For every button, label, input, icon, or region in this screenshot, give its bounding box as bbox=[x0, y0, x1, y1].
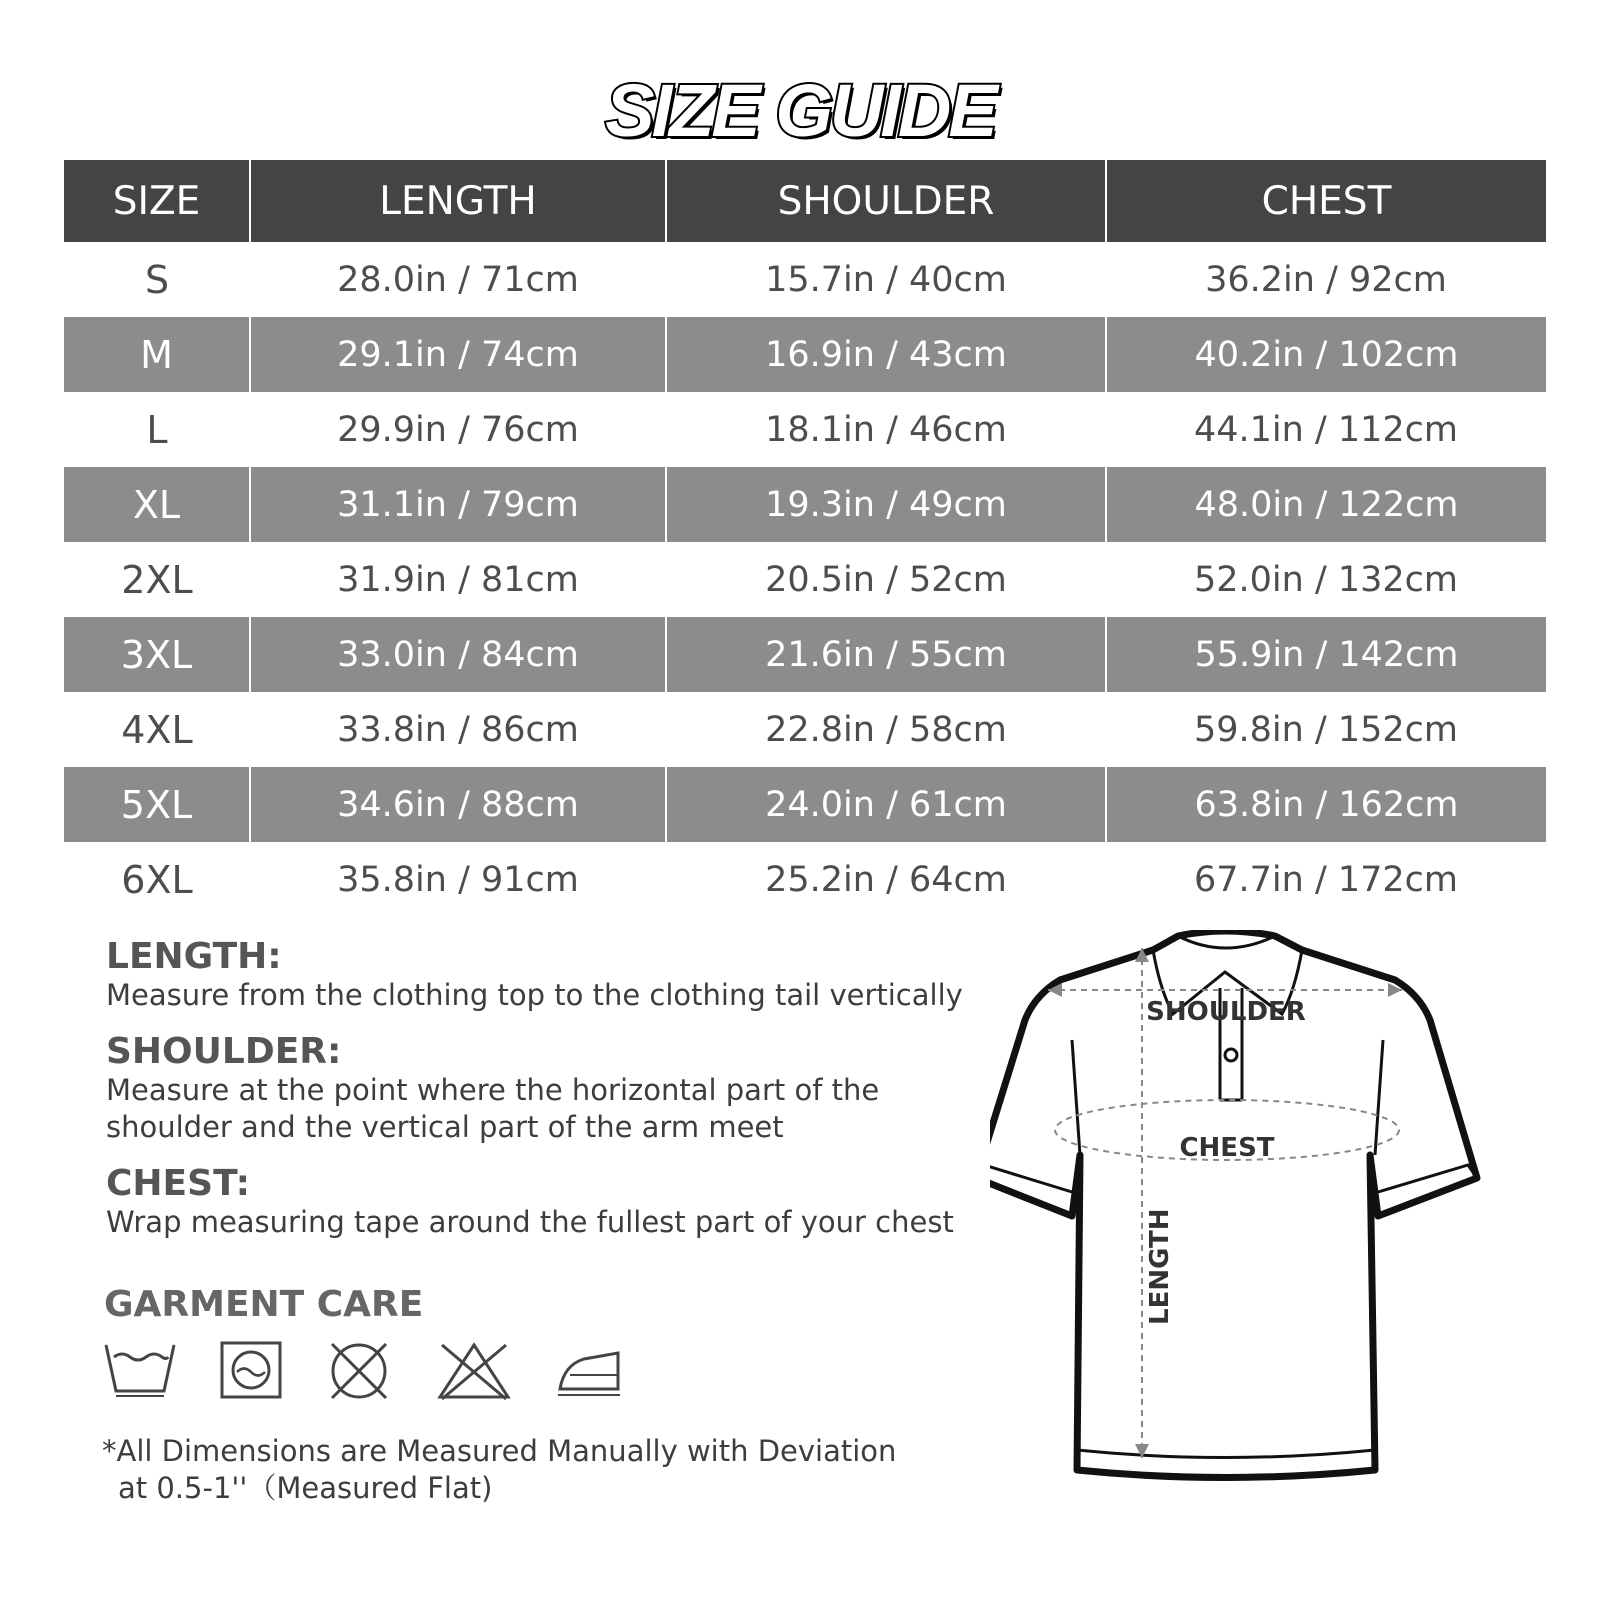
cell-size: 4XL bbox=[121, 707, 193, 752]
cell-shoulder: 22.8in / 58cm bbox=[765, 709, 1007, 750]
chest-description: Wrap measuring tape around the fullest part of your chest bbox=[106, 1205, 954, 1239]
cell-chest: 67.7in / 172cm bbox=[1193, 859, 1459, 900]
cell-length: 31.9in / 81cm bbox=[337, 559, 579, 600]
measurement-note bbox=[102, 1433, 896, 1507]
cell-shoulder: 21.6in / 55cm bbox=[666, 617, 1106, 692]
length-description: Measure from the clothing top to the clothing tail vertically bbox=[106, 978, 963, 1012]
header-chest: CHEST bbox=[1106, 160, 1546, 242]
cell-shoulder: 19.3in / 49cm bbox=[666, 467, 1106, 542]
table-header-row bbox=[64, 160, 1546, 242]
cell-shoulder: 18.1in / 46cm bbox=[765, 409, 1007, 450]
cell-length: 28.0in / 71cm bbox=[337, 259, 579, 300]
table-row bbox=[64, 767, 1546, 842]
cell-length: 33.0in / 84cm bbox=[250, 617, 666, 692]
shoulder-description bbox=[106, 1072, 986, 1146]
measurement-note-line2: at 0.5-1''（Measured Flat) bbox=[118, 1471, 493, 1505]
chest-heading: CHEST: bbox=[106, 1163, 251, 1204]
table-row bbox=[64, 392, 1546, 467]
cell-shoulder: 16.9in / 43cm bbox=[666, 317, 1106, 392]
iron-icon bbox=[556, 1341, 622, 1405]
cell-length: 35.8in / 91cm bbox=[337, 859, 579, 900]
do-not-bleach-icon bbox=[436, 1341, 512, 1405]
measurement-note-line1: *All Dimensions are Measured Manually with Deviation bbox=[102, 1434, 897, 1468]
chest-label: CHEST bbox=[1179, 1133, 1275, 1163]
cell-chest: 36.2in / 92cm bbox=[1205, 259, 1447, 300]
cell-chest: 48.0in / 122cm bbox=[1106, 467, 1546, 542]
table-row bbox=[64, 317, 1546, 392]
cell-chest: 40.2in / 102cm bbox=[1106, 317, 1546, 392]
garment-care-heading: GARMENT CARE bbox=[104, 1284, 424, 1325]
cell-size: 5XL bbox=[120, 782, 193, 827]
cell-length: 29.1in / 74cm bbox=[250, 317, 666, 392]
polo-shirt-diagram bbox=[990, 930, 1510, 1520]
header-shoulder: SHOULDER bbox=[666, 160, 1106, 242]
measurement-instructions bbox=[106, 937, 986, 1259]
shoulder-heading: SHOULDER: bbox=[106, 1031, 342, 1072]
cell-chest: 59.8in / 152cm bbox=[1193, 709, 1459, 750]
cell-size: L bbox=[146, 407, 168, 452]
do-not-dry-clean-icon bbox=[326, 1341, 392, 1405]
length-heading: LENGTH: bbox=[106, 936, 282, 977]
hand-wash-icon bbox=[104, 1341, 176, 1405]
cell-shoulder: 25.2in / 64cm bbox=[765, 859, 1007, 900]
cell-size: 2XL bbox=[121, 557, 193, 602]
cell-chest: 55.9in / 142cm bbox=[1106, 617, 1546, 692]
garment-care bbox=[104, 1285, 666, 1405]
shoulder-label: SHOULDER bbox=[1146, 997, 1306, 1027]
cell-shoulder: 24.0in / 61cm bbox=[666, 767, 1106, 842]
cell-shoulder: 20.5in / 52cm bbox=[765, 559, 1007, 600]
cell-length: 33.8in / 86cm bbox=[337, 709, 579, 750]
cell-size: 6XL bbox=[121, 857, 193, 902]
shoulder-description-line1: Measure at the point where the horizontal part of the bbox=[106, 1073, 880, 1107]
cell-size: M bbox=[140, 332, 173, 377]
header-size: SIZE bbox=[112, 178, 201, 224]
cell-shoulder: 15.7in / 40cm bbox=[765, 259, 1007, 300]
length-label: LENGTH bbox=[1145, 1208, 1175, 1325]
cell-chest: 63.8in / 162cm bbox=[1106, 767, 1546, 842]
table-row bbox=[64, 692, 1546, 767]
table-row bbox=[64, 617, 1546, 692]
page-title: SIZE GUIDE bbox=[605, 69, 995, 152]
cell-length: 29.9in / 76cm bbox=[337, 409, 579, 450]
table-row bbox=[64, 242, 1546, 317]
cell-chest: 52.0in / 132cm bbox=[1193, 559, 1459, 600]
cell-size: 3XL bbox=[120, 632, 193, 677]
table-row bbox=[64, 467, 1546, 542]
cell-length: 34.6in / 88cm bbox=[250, 767, 666, 842]
table-row bbox=[64, 542, 1546, 617]
cell-size: XL bbox=[132, 482, 181, 527]
header-length: LENGTH bbox=[250, 160, 666, 242]
size-table bbox=[64, 160, 1546, 917]
care-icons bbox=[104, 1341, 666, 1405]
tumble-dry-icon bbox=[220, 1341, 282, 1405]
shoulder-description-line2: shoulder and the vertical part of the arm meet bbox=[106, 1110, 784, 1144]
cell-length: 31.1in / 79cm bbox=[250, 467, 666, 542]
cell-size: S bbox=[144, 257, 170, 302]
table-row bbox=[64, 842, 1546, 917]
cell-chest: 44.1in / 112cm bbox=[1193, 409, 1459, 450]
